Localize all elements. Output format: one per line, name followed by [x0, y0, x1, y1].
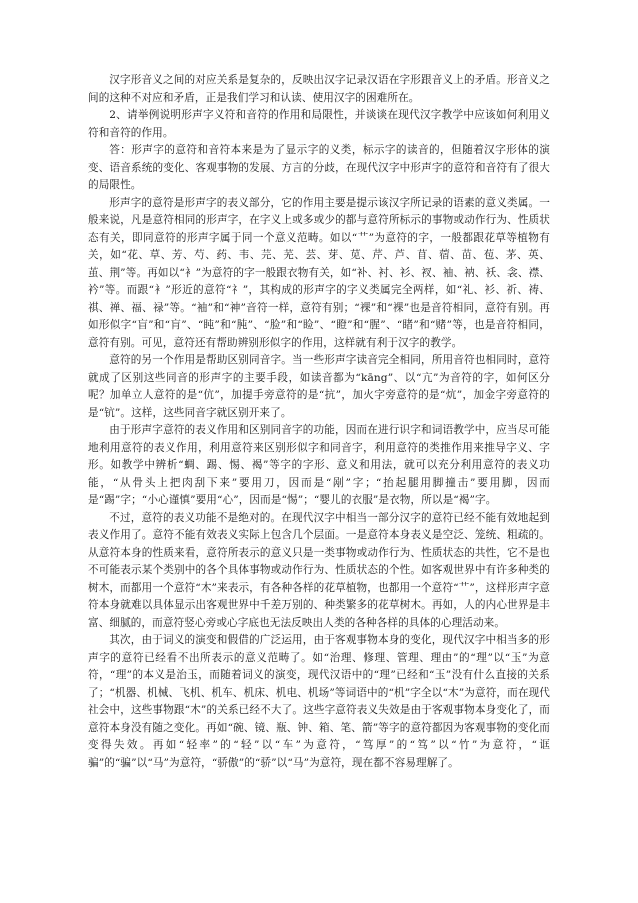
paragraph: 意符的另一个作用是帮助区别同音字。当一些形声字读音完全相同，所用音符也相同时，意符就成了区别这些同音的形声字的主要手段，如读音都为“kāng”、以“亢”为音符的字，如何区分呢？加单立人意符的是“伉”，加提手旁意符的是“抗”，加火字旁意符的是“炕”，加金字旁意符的是“钪”。这样，这些同音字就区别开来了。 [88, 354, 550, 419]
paragraph: 不过，意符的表义功能不是绝对的。在现代汉字中相当一部分汉字的意符已经不能有效地起到表义作用了。意符不能有效表义实际上包含几个层面。一是意符本身表义是空泛、笼统、粗疏的。从意符本身的性质来看，意符所表示的意义只是一类事物或动作行为、性质状态的共性，它不是也不可能表示某个类别中的各个具体事物或动作行为、性质状态的个性。如客观世界中有许多种类的树木，而都用一个意符“木”来表示，有各种各样的花草植物，也都用一个意符“艹”，这样形声字意符本身就难以具体显示出客观世界中千差万别的、种类繁多的花草树木。再如，人的内心世界是丰富、细腻的，而意符竖心旁或心字底也无法反映出人类的各种各样的具体的心理活动来。 [88, 511, 550, 629]
paragraph: 由于形声字意符的表义作用和区别同音字的功能，因而在进行识字和词语教学中，应当尽可能地利用意符的表义作用，利用意符来区别形似字和同音字，利用意符的类推作用来推导字义、字形。如教学中辨析“蜩、踢、惕、褐”等字的字形、意义和用法，就可以充分利用意符的表义功能，“从骨头上把肉刮下来”要用刀，因而是“剐”字；“抬起腿用脚撞击”要用脚，因而是“踢”字；“小心谨慎”要用“心”，因而是“惕”；“婴儿的衣服”是衣物，所以是“褐”字。 [88, 424, 550, 506]
paragraph: 形声字的意符是形声字的表义部分，它的作用主要是提示该汉字所记录的语素的意义类属。一般来说，凡是意符相同的形声字，在字义上或多或少的都与意符所标示的事物或动作行为、性质状态有关，即同意符的形声字属于同一个意义范畴。如以“艹”为意符的字，一般都跟花草等植物有关，如“花、草、芳、芍、药、韦、芫、芜、芸、芽、苋、芹、芦、苜、蓿、苗、苞、茅、英、茧、荆”等。再如以“衤”为意符的字一般跟衣物有关，如“补、衬、衫、衩、袖、衲、袄、衾、襟、衿”等。而跟“衤”形近的意符“礻”，其构成的形声字的字义类属完全两样，如“礼、衫、祈、祷、祺、禅、福、禄”等。“袖”和“神”音符一样，意符有别；“裸”和“裸”也是音符相同，意符有别。再如形似字“盲”和“肓”、“盹”和“肫”、“脸”和“睑”、“瞪”和“腥”、“睹”和“赌”等，也是音符相同，意符有别。可见，意符还有帮助辨别形似字的作用，这样就有利于汉字的教学。 [88, 196, 550, 349]
paragraph: 2、请举例说明形声字义符和音符的作用和局限性，并谈谈在现代汉字教学中应该如何利用义符和音符的作用。 [88, 109, 550, 139]
paragraph: 答：形声字的意符和音符本来是为了显示字的义类，标示字的读音的，但随着汉字形体的演变、语音系统的变化、客观事物的发展、方言的分歧，在现代汉字中形声字的意符和音符有了很大的局限性。 [88, 144, 550, 191]
paragraph: 汉字形音义之间的对应关系是复杂的，反映出汉字记录汉语在字形跟音义上的矛盾。形音义之间的这种不对应和矛盾，正是我们学习和认读、使用汉字的困难所在。 [88, 74, 550, 104]
paragraph: 其次，由于词义的演变和假借的广泛运用，由于客观事物本身的变化，现代汉字中相当多的形声字的意符已经看不出所表示的意义范畴了。如“治理、修理、管理、理由”的“理”以“玉”为意符，“理”的本义是治玉，而随着词义的演变，现代汉语中的“理”已经和“玉”没有什么直接的关系了；“机器、机械、飞机、机车、机床、机电、机场”等词语中的“机”字全以“木”为意符，而在现代社会中，这些事物跟“木”的关系已经不大了。这些字意符表义失效是由于客观事物本身变化了，而意符本身没有随之变化。再如“碗、镜、瓶、钟、箱、笔、箭”等字的意符都因为客观事物的变化而变得失效。再如“轻率”的“轻”以“车”为意符，“笃厚”的“笃”以“竹”为意符，“诓骗”的“骗”以“马”为意符，“骄傲”的“骄”以“马”为意符，现在都不容易理解了。 [88, 634, 550, 769]
document-page [88, 72, 550, 772]
